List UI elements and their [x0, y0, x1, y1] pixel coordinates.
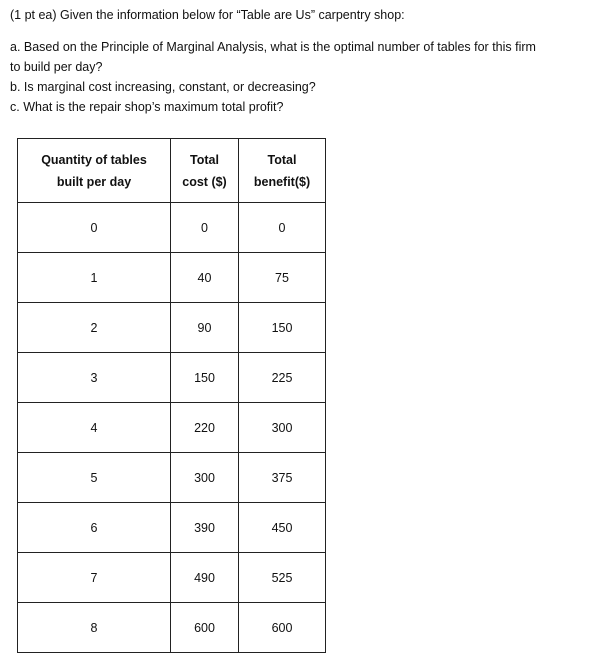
total-benefit-cell: 75: [239, 253, 326, 303]
cost-benefit-table: [17, 138, 326, 653]
table-row: [18, 303, 326, 353]
table-header-row: [18, 139, 326, 203]
question-a: a. Based on the Principle of Marginal Analysis, what is the optimal number of tables for this firm: [10, 40, 536, 54]
total-benefit-cell: 375: [239, 453, 326, 503]
header-total-cost: Total cost ($): [171, 139, 239, 203]
table-row: [18, 203, 326, 253]
total-benefit-cell: 150: [239, 303, 326, 353]
quantity-cell: 0: [18, 203, 171, 253]
total-cost-cell: 220: [171, 403, 239, 453]
total-benefit-cell: 0: [239, 203, 326, 253]
question-c: c. What is the repair shop’s maximum total profit?: [10, 100, 284, 114]
total-benefit-cell: 225: [239, 353, 326, 403]
quantity-cell: 8: [18, 603, 171, 653]
total-benefit-cell: 300: [239, 403, 326, 453]
table-row: [18, 603, 326, 653]
table-row: [18, 403, 326, 453]
header-total-benefit: Total benefit($): [239, 139, 326, 203]
question-a-cont: to build per day?: [10, 60, 103, 74]
quantity-cell: 7: [18, 553, 171, 603]
total-benefit-cell: 450: [239, 503, 326, 553]
total-cost-cell: 40: [171, 253, 239, 303]
table-row: [18, 253, 326, 303]
total-cost-cell: 600: [171, 603, 239, 653]
table-row: [18, 353, 326, 403]
total-cost-cell: 0: [171, 203, 239, 253]
table-row: [18, 503, 326, 553]
total-cost-cell: 300: [171, 453, 239, 503]
total-benefit-cell: 525: [239, 553, 326, 603]
total-benefit-cell: 600: [239, 603, 326, 653]
header-quantity: Quantity of tables built per day: [18, 139, 171, 203]
quantity-cell: 3: [18, 353, 171, 403]
question-b: b. Is marginal cost increasing, constant, or decreasing?: [10, 80, 316, 94]
total-cost-cell: 150: [171, 353, 239, 403]
quantity-cell: 5: [18, 453, 171, 503]
table-row: [18, 453, 326, 503]
total-cost-cell: 390: [171, 503, 239, 553]
total-cost-cell: 490: [171, 553, 239, 603]
total-cost-cell: 90: [171, 303, 239, 353]
quantity-cell: 6: [18, 503, 171, 553]
quantity-cell: 2: [18, 303, 171, 353]
quantity-cell: 4: [18, 403, 171, 453]
quantity-cell: 1: [18, 253, 171, 303]
table-row: [18, 553, 326, 603]
intro-text: (1 pt ea) Given the information below for “Table are Us” carpentry shop:: [10, 8, 405, 22]
